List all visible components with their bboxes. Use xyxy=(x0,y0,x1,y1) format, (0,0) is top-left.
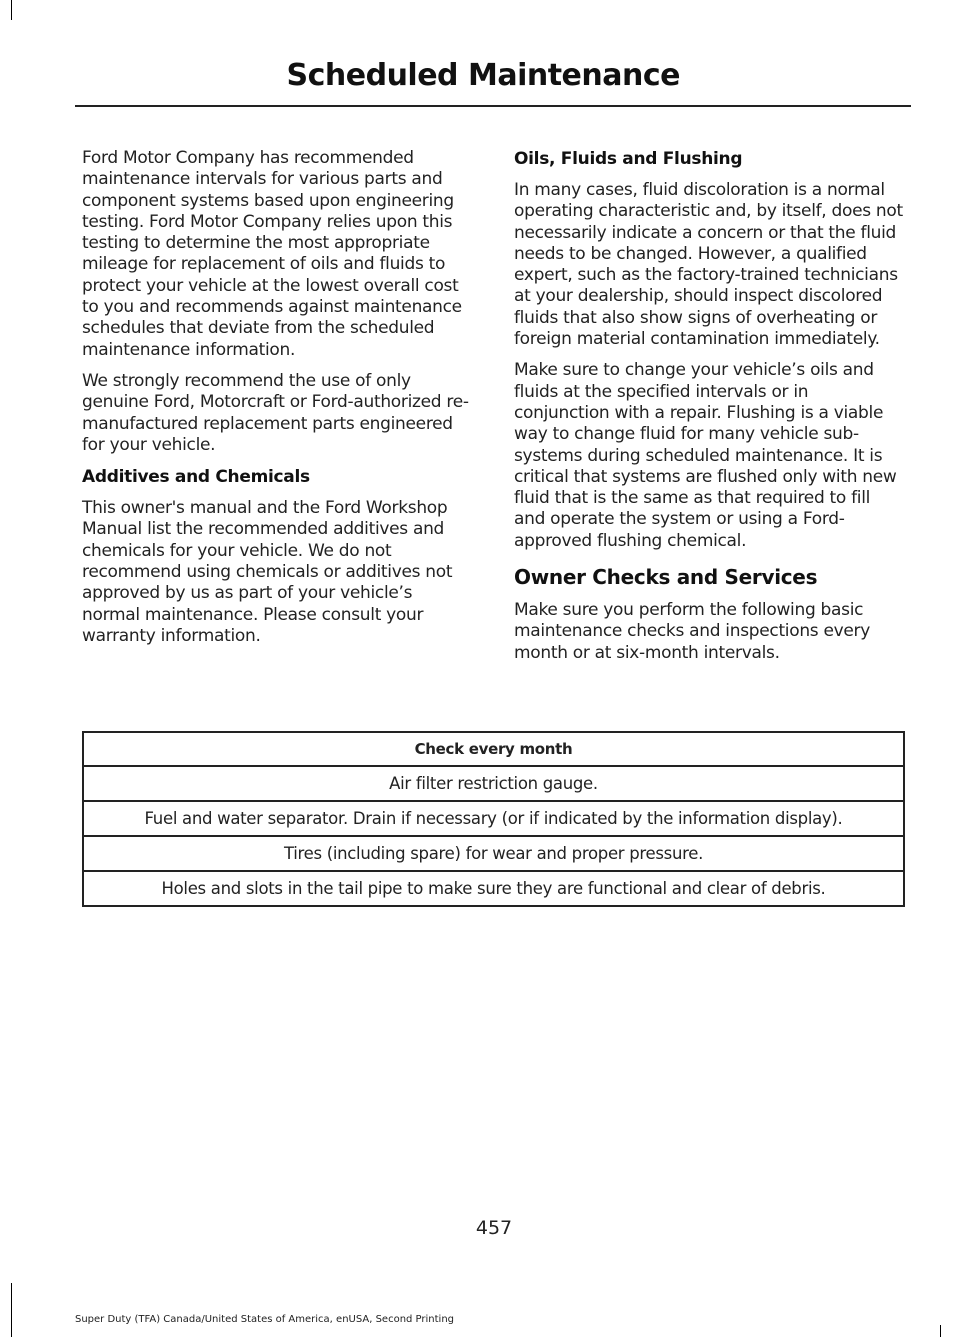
left-column xyxy=(82,148,474,657)
footer-text: Super Duty (TFA) Canada/United States of America, enUSA, Second Printing xyxy=(75,1314,455,1325)
owner-checks-heading: Owner Checks and Services xyxy=(514,565,818,590)
table-cell: Holes and slots in the tail pipe to make sure they are functional and clear of debris. xyxy=(83,871,904,906)
table-row xyxy=(83,801,904,836)
additives-paragraph: This owner's manual and the Ford Workshop Manual list the recommended additives and chemicals for your vehicle. We do not recommend using chemicals or additives not approved by us as part of your vehicle’s normal maintenance. Please consult your warranty information. xyxy=(82,498,453,646)
intro-paragraph: Ford Motor Company has recommended maintenance intervals for various parts and component systems based upon engineering testing. Ford Motor Company relies upon this testing to determine the most appropriate mileage for replacement of oils and fluids to protect your vehicle at the lowest overall cost to you and recommends against maintenance schedules that deviate from the scheduled maintenance information. xyxy=(82,148,462,360)
table-row xyxy=(83,836,904,871)
page-number: 457 xyxy=(475,1217,513,1239)
table-row xyxy=(83,766,904,801)
discoloration-paragraph: In many cases, fluid discoloration is a normal operating characteristic and, by itself, does not necessarily indicate a concern or that the fluid needs to be changed. However, a qualified expert, such as the factory-trained technicians at your dealership, should inspect discolored fluids that also show signs of overheating or foreign material contamination immediately. xyxy=(514,180,903,350)
table-header-cell: Check every month xyxy=(83,732,904,766)
additives-heading: Additives and Chemicals xyxy=(82,467,310,488)
right-column xyxy=(514,148,906,674)
page-title: Scheduled Maintenance xyxy=(286,58,680,93)
table-cell: Tires (including spare) for wear and proper pressure. xyxy=(83,836,904,871)
crop-mark-bottom-right xyxy=(940,1325,941,1337)
crop-mark-bottom-left xyxy=(11,1283,12,1337)
header-divider xyxy=(75,105,911,107)
genuine-parts-paragraph: We strongly recommend the use of only genuine Ford, Motorcraft or Ford-authorized re-manufactured replacement parts engineered for your vehicle. xyxy=(82,370,469,455)
table-cell: Fuel and water separator. Drain if necessary (or if indicated by the information display). xyxy=(83,801,904,836)
monthly-checks-table xyxy=(82,731,905,907)
crop-mark-top-left xyxy=(11,0,12,20)
flushing-paragraph: Make sure to change your vehicle’s oils and fluids at the specified intervals or in conjunction with a repair. Flushing is a viable way to change fluid for many vehicle sub-systems during scheduled maintenance. It is critical that systems are flushed only with new fluid that is the same as that required to fill and operate the system or using a Ford-approved flushing chemical. xyxy=(514,360,897,551)
oils-heading: Oils, Fluids and Flushing xyxy=(514,149,743,169)
table-header-row xyxy=(83,732,904,766)
table-row xyxy=(83,871,904,906)
owner-checks-paragraph: Make sure you perform the following basic maintenance checks and inspections every month or at six-month intervals. xyxy=(514,600,870,663)
table-cell: Air filter restriction gauge. xyxy=(83,766,904,801)
